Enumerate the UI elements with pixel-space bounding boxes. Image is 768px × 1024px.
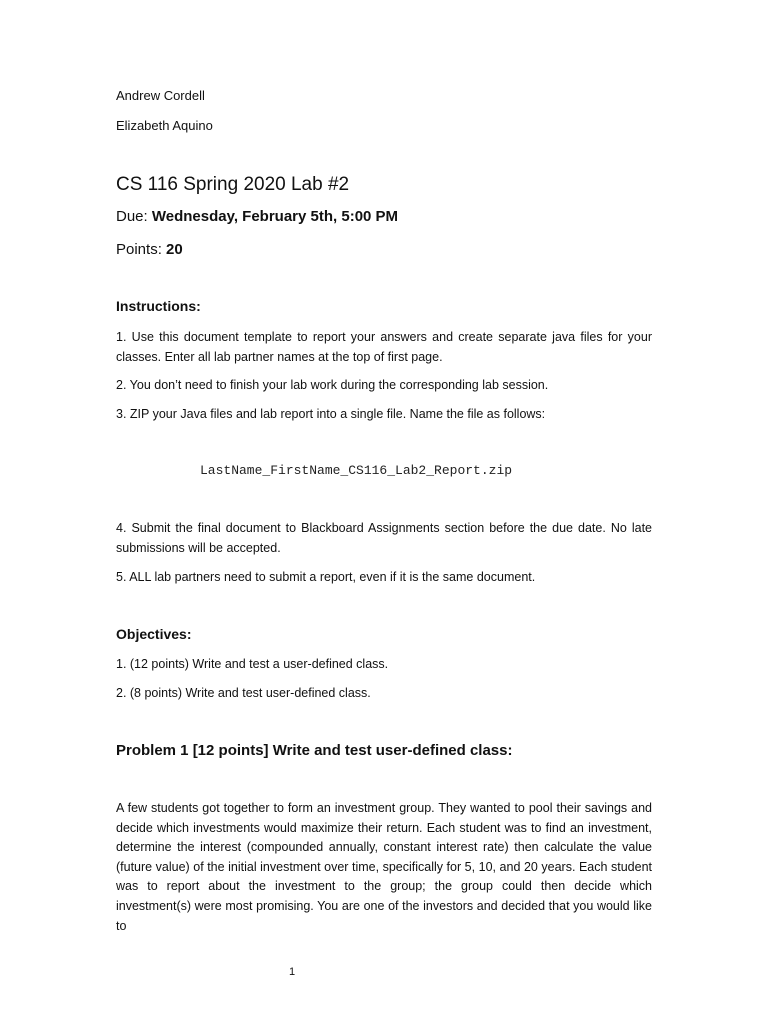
document-title: CS 116 Spring 2020 Lab #2	[116, 174, 350, 195]
due-line	[116, 207, 398, 227]
instruction-item: 2. You don’t need to finish your lab work during the corresponding lab session.	[116, 378, 549, 392]
instruction-item: 4. Submit the final document to Blackboard Assignments section before the due date. No late submissions will be accepted.	[116, 521, 652, 555]
instruction-item: 5. ALL lab partners need to submit a report, even if it is the same document.	[116, 570, 536, 584]
instruction-item: 1. Use this document template to report your answers and create separate java files for your classes. Enter all lab partner names at the top of first page.	[116, 330, 652, 364]
instruction-item: 3. ZIP your Java files and lab report into a single file. Name the file as follows:	[116, 407, 546, 421]
points-line	[116, 240, 183, 260]
report-filename: LastName_FirstName_CS116_Lab2_Report.zip	[200, 463, 513, 478]
author-name: Elizabeth Aquino	[116, 118, 213, 133]
objective-item: 2. (8 points) Write and test user-defined class.	[116, 686, 371, 700]
due-label: Due:	[116, 208, 152, 225]
instructions-heading: Instructions:	[116, 298, 201, 314]
objective-item: 1. (12 points) Write and test a user-defined class.	[116, 657, 389, 671]
author-name: Andrew Cordell	[116, 88, 205, 103]
points-label: Points:	[116, 241, 167, 258]
points-value: 20	[166, 241, 183, 258]
due-value: Wednesday, February 5th, 5:00 PM	[151, 208, 399, 225]
problem-heading: Problem 1 [12 points] Write and test user-defined class:	[116, 742, 513, 759]
objectives-heading: Objectives:	[116, 626, 192, 642]
page-number: 1	[289, 966, 296, 978]
problem-body: A few students got together to form an investment group. They wanted to pool their savings and decide which investments would maximize their return. Each student was to find an investment, determine the interest (compounded annually, constant interest rate) then calculate the value (future value) of the initial investment over time, specifically for 5, 10, and 20 years. Each student was to report about the investment to the group; the group could then decide which investment(s) were most promising. You are one of the investors and decided that you would like to	[116, 801, 652, 933]
